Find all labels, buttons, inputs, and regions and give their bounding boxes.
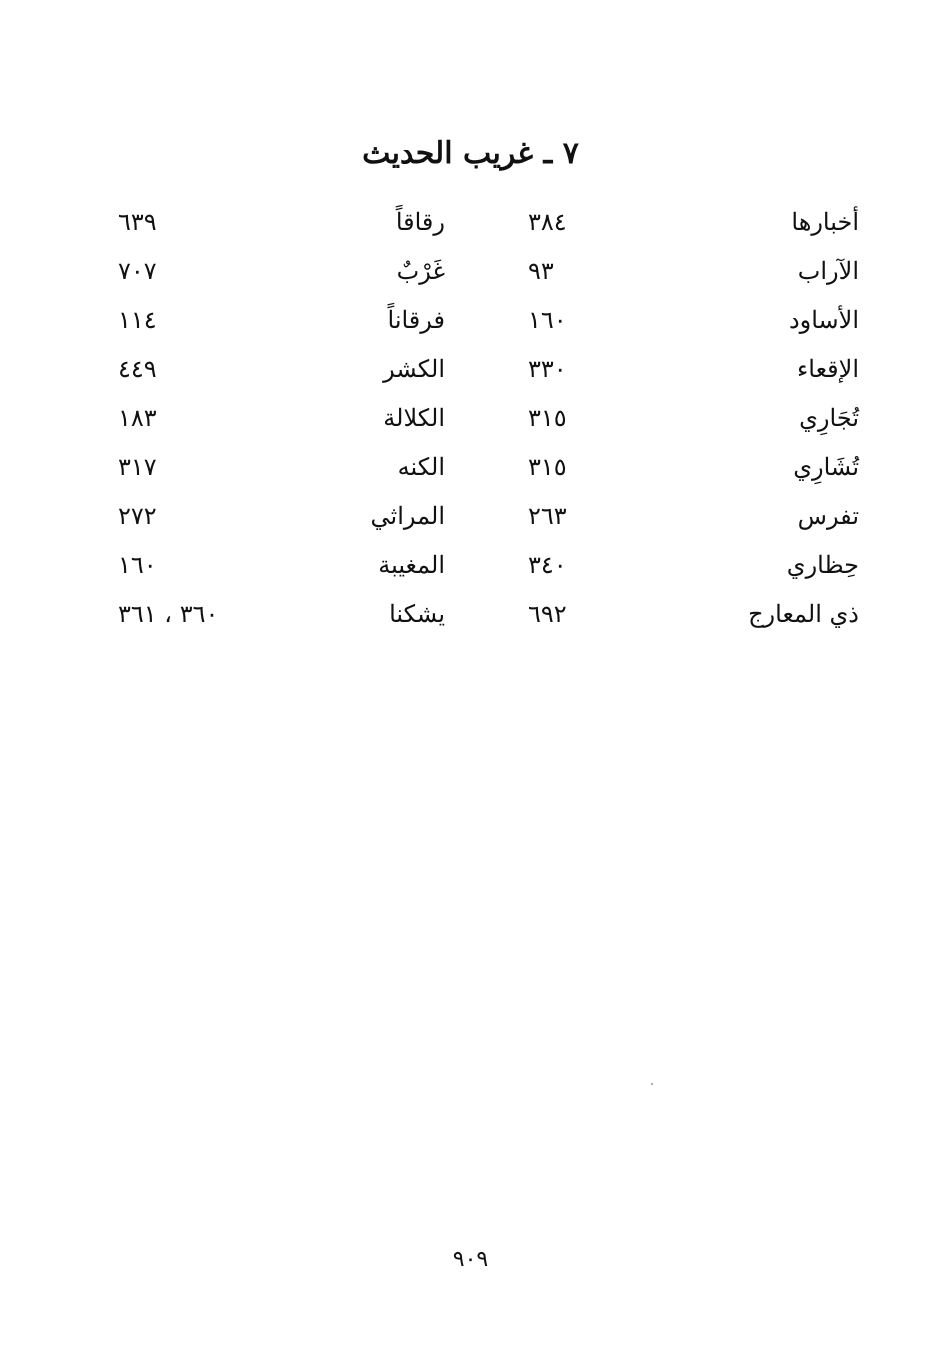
section-title: ٧ ـ غريب الحديث — [362, 136, 579, 172]
index-row — [0, 298, 941, 342]
index-term: الكنه — [397, 453, 445, 481]
index-term: ذي المعارج — [748, 600, 859, 628]
index-page-ref: ٣٦٠ ، ٣٦١ — [118, 600, 219, 628]
index-page-ref: ٢٦٣ — [528, 502, 567, 530]
index-page-ref: ٤٤٩ — [118, 355, 157, 383]
index-term: الآراب — [797, 257, 859, 285]
index-page-ref: ٩٣ — [528, 257, 554, 285]
index-row — [0, 396, 941, 440]
index-term: رقاقاً — [395, 208, 445, 236]
index-table — [0, 200, 941, 640]
index-page-ref: ٣٣٠ — [528, 355, 567, 383]
index-row — [0, 494, 941, 538]
index-term: تُجَارِي — [799, 404, 859, 432]
index-page-ref: ٣١٧ — [118, 453, 157, 481]
index-row — [0, 249, 941, 293]
index-page-ref: ٦٩٢ — [528, 600, 567, 628]
scan-speck — [651, 1083, 653, 1085]
index-row — [0, 347, 941, 391]
index-term: يشكنا — [389, 600, 445, 628]
index-term: تُشَارِي — [793, 453, 859, 481]
index-row — [0, 592, 941, 636]
index-term: المغيبة — [378, 551, 445, 579]
index-term: تفرس — [797, 502, 859, 530]
index-term: المراثي — [370, 502, 445, 530]
index-page-ref: ٣١٥ — [528, 404, 567, 432]
index-page-ref: ٣٨٤ — [528, 208, 567, 236]
index-page-ref: ٢٧٢ — [118, 502, 157, 530]
index-page-ref: ١١٤ — [118, 306, 157, 334]
index-page-ref: ٦٣٩ — [118, 208, 157, 236]
index-term: غَرْبٌ — [396, 257, 445, 285]
index-page-ref: ٣٤٠ — [528, 551, 567, 579]
index-term: فرقاناً — [387, 306, 445, 334]
index-page-ref: ١٦٠ — [118, 551, 157, 579]
index-page-ref: ١٨٣ — [118, 404, 157, 432]
index-term: حِظاري — [786, 551, 859, 579]
page-number: ٩٠٩ — [452, 1247, 489, 1272]
index-term: أخبارها — [791, 208, 859, 236]
index-term: الكشر — [383, 355, 445, 383]
index-page-ref: ٧٠٧ — [118, 257, 157, 285]
index-row — [0, 445, 941, 489]
index-row — [0, 543, 941, 587]
index-term: الأساود — [788, 306, 859, 334]
index-term: الإقعاء — [796, 355, 859, 383]
index-page-ref: ١٦٠ — [528, 306, 567, 334]
index-page-ref: ٣١٥ — [528, 453, 567, 481]
index-row — [0, 200, 941, 244]
index-term: الكلالة — [383, 404, 445, 432]
